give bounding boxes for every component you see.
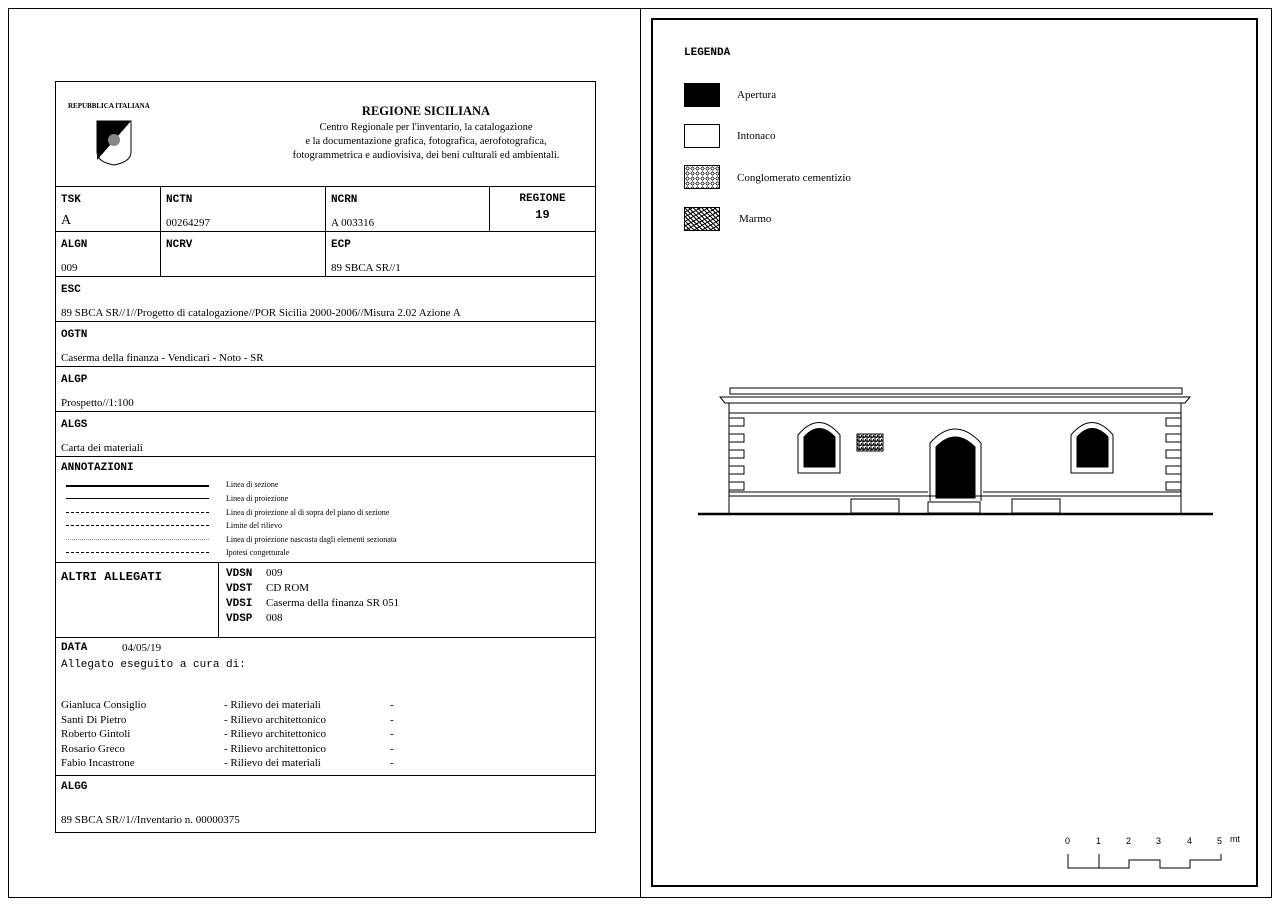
legend-item: Apertura (737, 89, 777, 101)
scale-bar-graphic (1062, 850, 1232, 870)
field-ncrv (161, 232, 326, 277)
allegato-value: Caserma della finanza SR 051 (266, 597, 400, 609)
person-row (61, 742, 394, 757)
catalog-card (55, 81, 596, 833)
annotation-item: Linea di sezione (226, 480, 279, 489)
field-label: NCRV (166, 239, 193, 251)
conglomerato-swatch (684, 165, 720, 189)
frieze (729, 403, 1181, 413)
person-name: Roberto Gintoli (61, 728, 131, 740)
field-value: 89 SBCA SR//1//Inventario n. 00000375 (61, 814, 240, 826)
allegato-value: 009 (266, 567, 283, 579)
person-role: - Rilievo architettonico (224, 728, 327, 740)
field-tsk (56, 187, 161, 232)
scale-tick-label: 4 (1187, 836, 1193, 846)
field-label: NCRN (331, 194, 358, 206)
allegato-item (226, 581, 595, 596)
republic-label: REPUBBLICA ITALIANA (68, 102, 150, 110)
person-dash: - (390, 699, 394, 711)
card-header (56, 82, 595, 187)
allegato-key: VDST (226, 583, 253, 595)
door-step (928, 502, 980, 513)
field-label: ALGG (61, 781, 88, 793)
field-label: ESC (61, 284, 81, 296)
scale-tick-label: 3 (1156, 836, 1162, 846)
field-esc (56, 277, 595, 322)
person-name: Rosario Greco (61, 742, 125, 755)
field-value: Caserma della finanza - Vendicari - Noto - SR (61, 352, 264, 364)
person-role: - Rilievo architettonico (224, 742, 327, 755)
field-label: TSK (61, 194, 81, 206)
date-value: 04/05/19 (122, 642, 162, 654)
field-value: Prospetto//1:100 (61, 397, 134, 409)
annotazioni-section (56, 457, 595, 563)
center-line: fotogrammetrica e audiovisiva, dei beni culturali ed ambientali. (292, 150, 560, 161)
section-label: ALTRI ALLEGATI (61, 570, 162, 584)
window-opening-left (804, 429, 835, 468)
field-algs (56, 412, 595, 457)
person-row (61, 698, 394, 713)
allegato-item (226, 566, 595, 581)
field-label: NCTN (166, 194, 193, 206)
marble-plaque (857, 434, 883, 451)
field-algg (56, 776, 595, 832)
annotation-item: Linea di proiezione nascosta dagli elementi sezionata (226, 535, 397, 544)
field-label: ECP (331, 239, 351, 251)
cornice-top (730, 388, 1182, 394)
field-ncrn (326, 187, 490, 232)
person-row (61, 756, 394, 771)
legend-item: Intonaco (737, 130, 776, 142)
section-label: ANNOTAZIONI (61, 462, 134, 474)
field-value: Carta dei materiali (61, 442, 143, 454)
scale-bar (1062, 836, 1252, 876)
projection-line-sample (66, 498, 209, 499)
building-elevation (695, 385, 1220, 520)
dotted-line-sample (66, 539, 209, 540)
allegato-item (226, 611, 595, 626)
allegato-value: CD ROM (266, 582, 310, 594)
cornice (720, 397, 1190, 403)
data-section (56, 638, 595, 776)
intonaco-swatch (684, 124, 720, 148)
field-value: 00264297 (166, 217, 210, 229)
sicily-coat-of-arms-icon (96, 120, 132, 166)
sheet-divider (640, 8, 641, 898)
field-value: 89 SBCA SR//1//Progetto di catalogazione//POR Sicilia 2000-2006//Misura 2.02 Azione A (61, 307, 461, 319)
allegato-key: VDSI (226, 598, 253, 610)
person-dash: - (390, 757, 394, 769)
legend-item: Marmo (739, 213, 772, 225)
region-title: REGIONE SICILIANA (361, 104, 491, 118)
person-name: Gianluca Consiglio (61, 699, 147, 711)
curated-by-label: Allegato eseguito a cura di: (61, 659, 246, 671)
person-row (61, 727, 394, 742)
people-list (61, 698, 394, 771)
field-ecp (326, 232, 595, 277)
scale-tick-label: 2 (1126, 836, 1132, 846)
field-value: A 003316 (331, 217, 375, 229)
dash-double-dot-line-sample (66, 552, 209, 553)
door-opening (936, 437, 975, 498)
annotation-item: Linea di proiezione al di sopra del piano di sezione (226, 508, 390, 517)
section-label: DATA (61, 642, 88, 654)
person-name: Santi Di Pietro (61, 713, 127, 726)
allegato-key: VDSN (226, 568, 253, 580)
altri-allegati-list (219, 563, 595, 638)
legend-item: Conglomerato cementizio (737, 172, 851, 184)
field-value: 89 SBCA SR//1 (331, 262, 401, 274)
field-label: ALGN (61, 239, 88, 251)
person-role: - Rilievo architettonico (224, 713, 327, 726)
dash-dot-line-sample (66, 525, 209, 526)
person-row (61, 713, 394, 728)
person-role: - Rilievo dei materiali (224, 699, 321, 711)
person-dash: - (390, 742, 394, 755)
person-name: Fabio Incastrone (61, 757, 135, 769)
annotation-item: Limite del rilievo (226, 521, 282, 530)
center-line: Centro Regionale per l'inventario, la catalogazione (319, 122, 533, 133)
scale-tick-label: 1 (1096, 836, 1102, 846)
field-label: OGTN (61, 329, 88, 341)
field-label: REGIONE (519, 193, 566, 205)
field-nctn (161, 187, 326, 232)
allegato-item (226, 596, 595, 611)
center-line: e la documentazione grafica, fotografica, aerofotografica, (305, 136, 547, 147)
person-dash: - (390, 728, 394, 740)
center-description (256, 121, 596, 163)
scale-unit: mt (1230, 834, 1240, 844)
field-regione (490, 187, 595, 232)
marmo-swatch (684, 207, 720, 231)
allegato-key: VDSP (226, 613, 253, 625)
window-opening-right (1077, 429, 1108, 468)
field-label: ALGS (61, 419, 88, 431)
base-panel-right (1012, 499, 1060, 513)
field-value: A (61, 213, 72, 228)
base-panel-left (851, 499, 899, 513)
scale-tick-label: 5 (1217, 836, 1223, 846)
field-algp (56, 367, 595, 412)
allegato-value: 008 (266, 612, 283, 624)
apertura-swatch (684, 83, 720, 107)
section-line-sample (66, 485, 209, 487)
field-value: 19 (535, 208, 550, 222)
field-algn (56, 232, 161, 277)
field-value: 009 (61, 262, 78, 274)
person-dash: - (390, 713, 394, 726)
annotation-item: Ipotesi congetturale (226, 548, 290, 557)
annotation-item: Linea di proiezione (226, 494, 289, 503)
person-role: - Rilievo dei materiali (224, 757, 321, 769)
legend-title: LEGENDA (684, 47, 731, 59)
scale-tick-label: 0 (1065, 836, 1071, 846)
dashed-line-sample (66, 512, 209, 513)
field-ogtn (56, 322, 595, 367)
field-label: ALGP (61, 374, 88, 386)
altri-allegati-label-cell (56, 563, 219, 638)
